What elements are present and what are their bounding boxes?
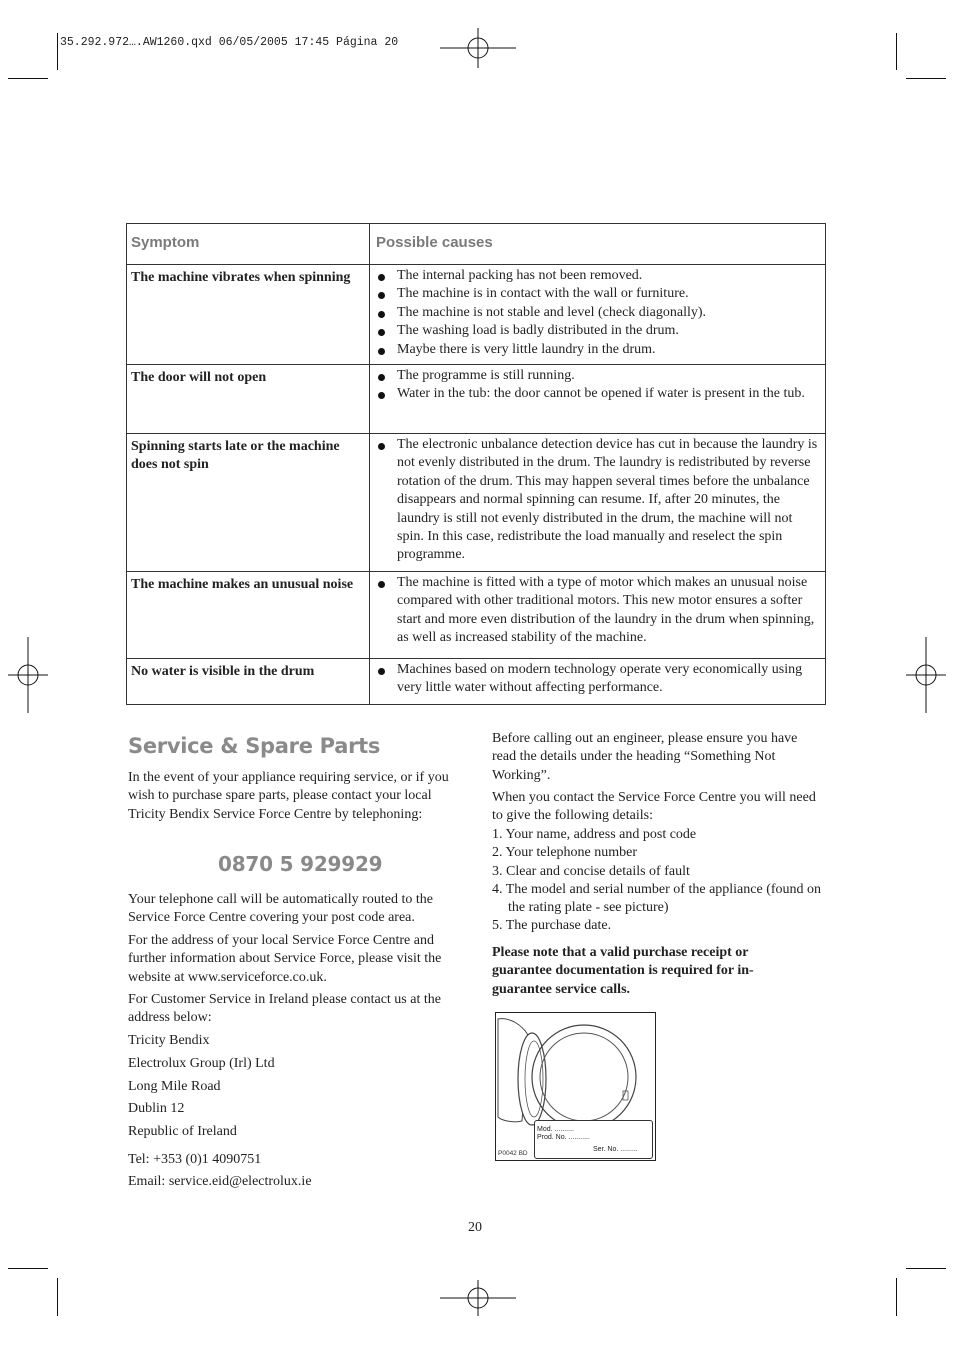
table-row [127,364,825,433]
table-row [127,433,825,571]
causes-cell [370,572,825,658]
table-row [127,264,825,364]
bullet-icon [378,274,385,281]
table-row [127,658,825,704]
bullet-icon [378,311,385,318]
address-line: Republic of Ireland [128,1124,237,1139]
bullet-icon [378,374,385,381]
telephone-line: Tel: +353 (0)1 4090751 [128,1152,262,1167]
details-list [492,826,824,936]
causes-cell [370,265,825,364]
file-slug: 35.292.972….AW1260.qxd 06/05/2005 17:45 Página 20 [60,36,399,49]
cause-item: The washing load is badly distributed in the drum. [376,322,821,340]
plate-serial-number: Ser. No. ......... [593,1146,638,1153]
crop-mark [906,1268,946,1269]
address-info-paragraph: For the address of your local Service Force Centre and further information about Service Force, please visit the website at www.serviceforce.co.uk. [128,933,442,985]
symptom-cell: The machine makes an unusual noise [127,572,370,658]
symptom-cell: The machine vibrates when spinning [127,265,370,364]
bullet-icon [378,348,385,355]
rating-plate-figure [495,1012,656,1161]
column-header-symptom: Symptom [127,224,370,264]
plate-product-number: Prod. No. ........... [537,1134,590,1141]
guarantee-note: Please note that a valid purchase receipt or guarantee documentation is required for in-guarantee service calls. [492,945,754,997]
bullet-icon [378,392,385,399]
contact-paragraph: When you contact the Service Force Centre you will need to give the following details: [492,790,816,824]
cause-item: The machine is fitted with a type of motor which makes an unusual noise compared with other traditional motors. This new motor ensures a softer start and more even distribution of the laundry in the drum when spinning, as well as increased stability of the machine. [376,574,821,648]
troubleshooting-table [126,223,826,705]
cause-item: Water in the tub: the door cannot be opened if water is present in the tub. [376,385,821,403]
crop-mark [8,1268,48,1269]
address-line: Dublin 12 [128,1101,185,1116]
table-row [127,571,825,658]
cause-item: The electronic unbalance detection device has cut in because the laundry is not evenly distributed in the drum. The laundry is redistributed by reverse rotation of the drum. This may happen several times before the unbalance disappears and normal spinning can resume. If, after 20 minutes, the laundry is still not evenly distributed in the drum, the machine will not spin. In this case, redistribute the load manually and reselect the spin programme. [376,436,821,565]
cause-item: Maybe there is very little laundry in the drum. [376,341,821,359]
email-line: Email: service.eid@electrolux.ie [128,1174,312,1189]
list-item: 1. Your name, address and post code [492,827,697,842]
address-line: Tricity Bendix [128,1033,210,1048]
registration-mark [906,637,946,713]
service-phone-number: 0870 5 929929 [218,852,383,876]
rating-plate [534,1120,653,1159]
before-calling-paragraph: Before calling out an engineer, please ensure you have read the details under the heading “Something Not Working”. [492,731,798,783]
registration-mark [8,637,48,713]
causes-cell [370,434,825,571]
crop-mark [57,33,58,70]
registration-mark [440,28,516,68]
list-item: 2. Your telephone number [492,845,638,861]
service-intro: In the event of your appliance requiring service, or if you wish to purchase spare parts, please contact your local Tricity Bendix Service Force Centre by telephoning: [128,770,449,822]
symptom-cell: No water is visible in the drum [127,659,370,704]
registration-mark [440,1280,516,1316]
plate-model: Mod. .......... [537,1126,574,1133]
symptom-cell: The door will not open [127,365,370,433]
routing-paragraph: Your telephone call will be automatically routed to the Service Force Centre covering your post code area. [128,892,433,926]
column-header-causes: Possible causes [376,234,493,251]
crop-mark [57,1278,58,1316]
bullet-icon [378,581,385,588]
ireland-paragraph: For Customer Service in Ireland please contact us at the address below: [128,992,441,1026]
symptom-cell: Spinning starts late or the machine does not spin [127,434,370,571]
crop-mark [896,33,897,70]
cause-item: Machines based on modern technology operate very economically using very little water without affecting performance. [376,661,821,698]
bullet-icon [378,329,385,336]
cause-item: The machine is not stable and level (check diagonally). [376,304,821,322]
bullet-icon [378,668,385,675]
cause-item: The machine is in contact with the wall or furniture. [376,285,821,303]
crop-mark [906,78,946,79]
table-header-row [127,224,825,264]
causes-cell [370,365,825,433]
page-number: 20 [468,1220,482,1235]
bullet-icon [378,443,385,450]
figure-code: P0042 BD [498,1150,528,1157]
list-item: 3. Clear and concise details of fault [492,863,690,879]
cause-item: The internal packing has not been removed. [376,267,821,285]
cause-item: The programme is still running. [376,367,821,385]
list-item: 4. The model and serial number of the appliance (found on the rating plate - see picture) [492,881,822,916]
crop-mark [8,78,48,79]
crop-mark [896,1278,897,1316]
section-heading: Service & Spare Parts [128,734,381,758]
causes-cell [370,659,825,704]
bullet-icon [378,292,385,299]
list-item: 5. The purchase date. [492,918,612,934]
address-line: Long Mile Road [128,1079,221,1094]
address-line: Electrolux Group (Irl) Ltd [128,1056,275,1071]
